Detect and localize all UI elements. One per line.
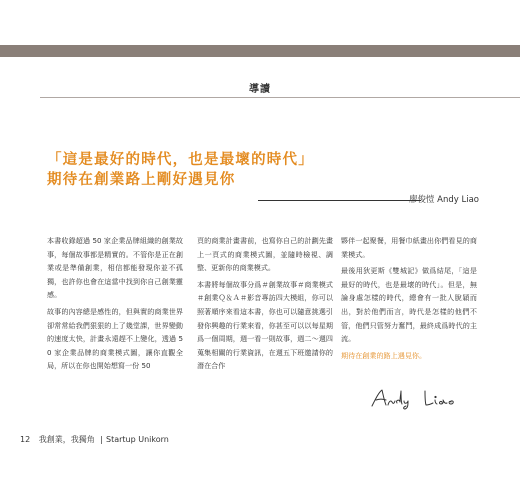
english-title: Startup Unikorn [105,435,169,444]
paragraph: 最後用狄更斯《雙城記》做爲結尾，「這是最好的時代，也是最壞的時代」。但是，無論身處怎樣的時代，總會有一批人脫穎而出，對於他們而言，時代是怎樣的他們不管，他們只管努力奮鬥，最終成爲時代的主流。 [341,266,477,344]
headline-quote: 「這是最好的時代，也是最壞的時代」 [47,152,314,168]
body-column-3 [341,234,477,365]
headline [47,150,314,190]
page-number: 12 [20,435,31,444]
paragraph: 夥伴一起聚餐，用餐巾紙畫出你們看見的商業模式。 [341,236,477,259]
author-name: 廖俊愷 Andy Liao [408,195,479,205]
body-column-2 [197,234,333,376]
closing-line: 期待在創業的路上遇見你。 [341,350,427,360]
section-title: 導讀 [249,84,271,95]
section-divider [40,97,520,98]
author-rule [258,200,421,201]
top-decorative-band [0,45,520,57]
signature-image [370,388,470,410]
footer-separator: | [100,435,103,444]
paragraph: 本書收錄超過 50 家企業品牌組織的創業故事，每個故事都是精實的。不管你是正在創業或是準備創業，相信都能發現你並不孤獨，也許你也會在這當中找到你自己創業靈感。 [47,236,183,300]
paragraph: 本書將每個故事分爲＃創業故事＃商業模式＃創業Ｑ＆Ａ＃影音專訪四大模組，你可以照著順序來看這本書，你也可以隨意挑選引發你興趣的行業來看，你甚至可以以每星期爲一個周期，週一看一則故事，週二～週四蒐集相關的行業資訊，在週五下班邀請你的潛在合作 [197,279,333,371]
paragraph: 故事的內容總是感性的，但與實的商業世界卻常常給我們狠狠的上了幾堂課，世界變動的速度太快，計畫永遠趕不上變化，透過 50 家企業品牌的商業模式圖，讓你直觀全局，所以在你也開始想寫一份 50 [47,306,183,371]
paragraph: 頁的商業計畫書前，也寫你自己的計劃先畫上一頁式的商業模式圖，並隨時檢視、調整、更新你的商業模式。 [197,236,333,273]
page-footer [20,434,169,445]
body-column-1 [47,234,183,376]
headline-subtitle: 期待在創業路上剛好遇見你 [47,172,236,188]
book-title: 我創業，我獨角 [38,435,95,444]
author-signature [370,388,470,414]
